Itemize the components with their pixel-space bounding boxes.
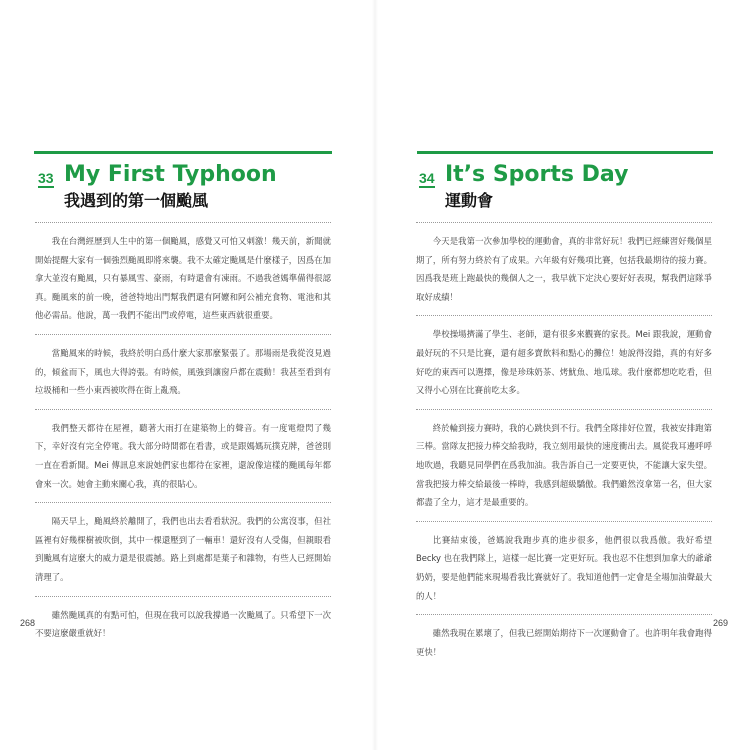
left-chapter-number: 33 [38,170,54,186]
right-chapter-number: 34 [419,170,435,186]
left-chapter-header [35,162,331,218]
dotted-divider [416,605,712,615]
right-paragraph-4: 比賽結束後，爸媽說我跑步真的進步很多，他們很以我爲傲。我好希望 Becky 也在我們隊上，這樣一起比賽一定更好玩。我也忍不住想到加拿大的爺爺奶奶，要是他們能來現場看我比賽就好了。我知道他們一定會是全場加油聲最大的人！ [416,534,712,601]
dotted-divider [35,325,331,335]
right-paragraph-2: 學校操場擠滿了學生、老師，還有很多來觀賽的家長。Mei 跟我說，運動會最好玩的不只是比賽，還有超多賣飲料和點心的攤位！她說得沒錯，真的有好多好吃的東西可以選擇，像是珍珠奶茶、烤魷魚、地瓜球。我什麼都想吃吃看，但又得小心別在比賽前吃太多。 [416,329,712,396]
left-paragraph-2: 當颱風來的時候，我終於明白爲什麼大家那麼緊張了。那場雨是我從沒見過的，傾盆而下，風也大得誇張。有時候，風強到讓窗戶都在震動！我甚至看到有垃圾桶和一些小東西被吹得在街上亂飛。 [35,347,331,396]
right-page-number: 269 [713,618,729,628]
left-paragraph-3: 我們整天都待在屋裡，聽著大雨打在建築物上的聲音。有一度電燈閃了幾下，幸好沒有完全停電。我大部分時間都在看書，或是跟媽媽玩撲克牌，爸爸則一直在看新聞。Mei 傳訊息來說她們家也都待在家裡，還說像這樣的颱風每年都會來一次。她會主動來關心我，真的很貼心。 [35,422,331,489]
chapter-top-rule-right [417,151,713,154]
right-chapter-header [416,162,712,218]
dotted-divider [416,400,712,410]
dotted-divider [35,400,331,410]
right-paragraph-3: 終於輪到接力賽時，我的心跳快到不行。我們全隊排好位置，我被安排跑第三棒。當隊友把接力棒交給我時，我立刻用最快的速度衝出去。風從我耳邊呼呼地吹過，我聽見同學們在爲我加油。我告訴自己一定要更快，不能讓大家失望。當我把接力棒交給最後一棒時，我感到超級驕傲。我們雖然沒拿第一名，但大家都盡了全力，這才是最重要的。 [416,422,712,508]
left-chapter-title-en: My First Typhoon [64,162,277,187]
right-page-column [416,162,712,661]
left-paragraph-1: 我在台灣經歷到人生中的第一個颱風，感覺又可怕又刺激！幾天前，新聞就開始提醒大家有一個強烈颱風即將來襲。我不太確定颱風是什麼樣子，因爲在加拿大並沒有颱風，只有暴風雪、豪雨，有時還會有凍雨。不過我爸媽準備得很認真。颱風來的前一晚，爸爸特地出門幫我們還有阿嬤和阿公補充食物、電池和其他必需品。他說，萬一我們不能出門或停電，這些東西就很重要。 [35,236,331,321]
dotted-divider [35,493,331,503]
dotted-divider [416,306,712,316]
left-paragraph-4: 隔天早上，颱風終於離開了，我們也出去看看狀況。我們的公寓沒事，但社區裡有好幾棵樹被吹倒，其中一棵還壓到了一輛車！還好沒有人受傷，但親眼看到颱風有這麼大的威力還是很震撼。路上到處都是葉子和雜物，有些人已經開始清理了。 [35,516,331,582]
dotted-divider [416,512,712,522]
right-paragraph-1: 今天是我第一次參加學校的運動會，真的非常好玩！我們已經練習好幾個星期了，所有努力終於有了成果。六年級有好幾項比賽，包括我最期待的接力賽。因爲我是班上跑最快的幾個人之一，我早就下定決心要好好表現，幫我們這隊爭取好成績！ [416,236,712,302]
book-gutter [372,0,378,750]
chapter-top-rule-left [34,151,332,154]
left-chapter-title-zh: 我遇到的第一個颱風 [64,191,209,210]
right-paragraph-5: 雖然我現在累壞了，但我已經開始期待下一次運動會了。也許明年我會跑得更快！ [416,628,712,657]
left-page-number: 268 [20,618,36,628]
right-chapter-title-en: It’s Sports Day [445,162,629,187]
left-page-column [35,162,331,643]
left-paragraph-5: 雖然颱風真的有點可怕，但現在我可以說我撐過一次颱風了。只希望下一次不要這麼嚴重就好！ [35,609,331,639]
dotted-divider [35,587,331,597]
right-chapter-title-zh: 運動會 [445,191,494,210]
